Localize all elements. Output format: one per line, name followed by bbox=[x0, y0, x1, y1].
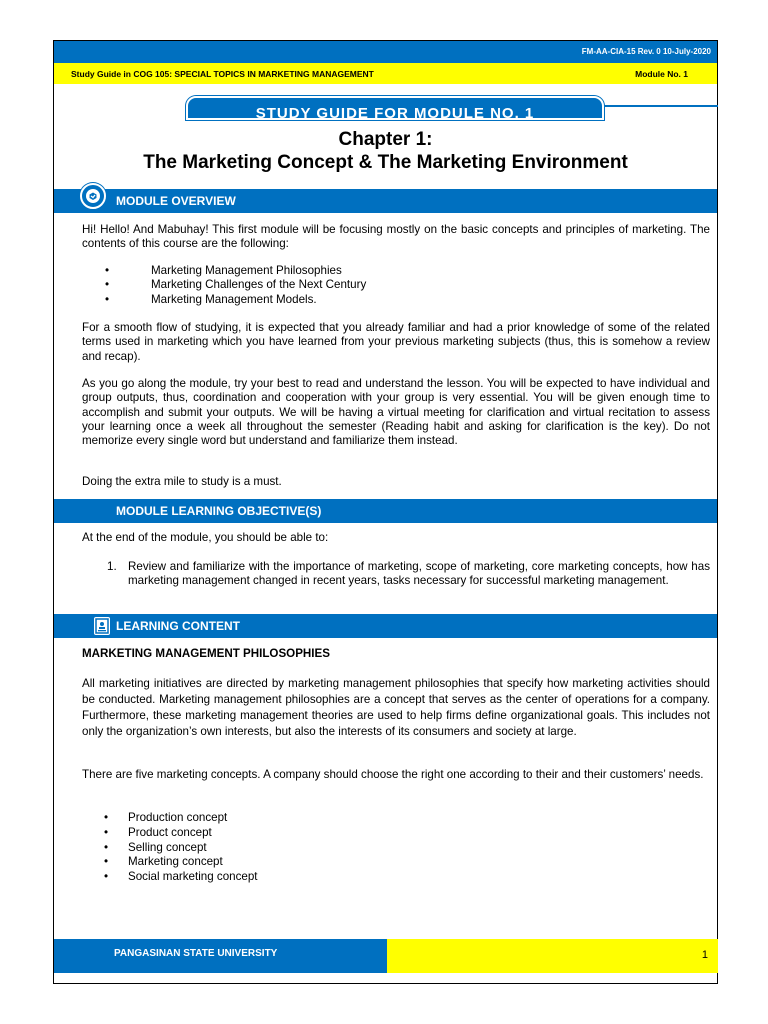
section-subheading: MARKETING MANAGEMENT PHILOSOPHIES bbox=[82, 647, 330, 660]
overview-intro: Hi! Hello! And Mabuhay! This first module will be focusing mostly on the basic concepts and principles of marketing. The contents of this course are the following: bbox=[82, 223, 710, 251]
learning-content-header bbox=[54, 614, 717, 638]
study-guide-title: Study Guide in COG 105: SPECIAL TOPICS IN MARKETING MANAGEMENT bbox=[71, 69, 374, 79]
footer-page-bar bbox=[387, 939, 718, 973]
list-item: • Selling concept bbox=[104, 840, 207, 854]
module-number: Module No. 1 bbox=[635, 69, 688, 79]
document-id: FM-AA-CIA-15 Rev. 0 10-July-2020 bbox=[581, 47, 711, 56]
concept-list bbox=[54, 811, 717, 885]
list-item: • Marketing Challenges of the Next Century bbox=[105, 278, 367, 292]
page-number: 1 bbox=[701, 949, 708, 961]
list-item: • Marketing Management Philosophies bbox=[105, 264, 342, 277]
learning-content-heading: LEARNING CONTENT bbox=[116, 619, 240, 633]
overview-list bbox=[54, 264, 717, 307]
header-bar bbox=[54, 41, 717, 63]
study-guide-bar bbox=[54, 63, 717, 84]
list-item: • Marketing concept bbox=[104, 855, 223, 869]
objective-number: 1. bbox=[107, 560, 117, 573]
learning-objectives-heading: MODULE LEARNING OBJECTIVE(S) bbox=[116, 504, 322, 518]
banner-rule bbox=[596, 105, 718, 107]
objectives-intro: At the end of the module, you should be able to: bbox=[82, 531, 329, 544]
module-banner-text: STUDY GUIDE FOR MODULE NO. 1 bbox=[255, 105, 535, 120]
list-item: • Social marketing concept bbox=[104, 870, 258, 884]
list-item: • Marketing Management Models. bbox=[105, 292, 317, 306]
list-item: • Product concept bbox=[104, 825, 212, 839]
content-paragraph-1: All marketing initiatives are directed by marketing management philosophies that specify how marketing activities should be conducted. Marketing management philosophies are a concept that serves as the center of operations for a company. Furthermore, these marketing management theories are used to help firms define organizational goals. This includes not only the organization’s own interests, but also the interests of its consumers and society at large. bbox=[82, 677, 710, 738]
magnifier-icon bbox=[80, 183, 106, 209]
module-overview-heading: MODULE OVERVIEW bbox=[116, 194, 236, 208]
university-name: PANGASINAN STATE UNIVERSITY bbox=[114, 948, 278, 959]
overview-paragraph-3: As you go along the module, try your best to read and understand the lesson. You will be expected to have individual and group outputs, thus, coordination and cooperation with your group is very essential. You will be given enough time to accomplish and submit your outputs. We will be having a virtual meeting for clarification and virtual recitation to assess your learning once a week all throughout the semester (Reading habit and asking for clarification is the key). Do not memorize every single word but understand and familiarize them instead. bbox=[82, 377, 710, 448]
module-overview-header bbox=[54, 189, 717, 213]
overview-paragraph-4: Doing the extra mile to study is a must. bbox=[82, 475, 282, 488]
list-item: • Production concept bbox=[104, 811, 228, 824]
chapter-number: Chapter 1: bbox=[338, 129, 433, 150]
document-icon bbox=[94, 617, 110, 635]
chapter-title: The Marketing Concept & The Marketing Environment bbox=[143, 152, 628, 173]
footer-university-bar bbox=[54, 939, 387, 973]
content-paragraph-2: There are five marketing concepts. A company should choose the right one according to their and their customers’ needs. bbox=[82, 768, 704, 781]
learning-objectives-header bbox=[54, 499, 717, 523]
module-banner bbox=[186, 96, 604, 120]
objective-item: Review and familiarize with the importance of marketing, scope of marketing, core marketing concepts, how has marketing management changed in recent years, tasks necessary for successful marketing management. bbox=[128, 560, 710, 588]
document-page bbox=[53, 40, 718, 984]
overview-paragraph-2: For a smooth flow of studying, it is expected that you already familiar and had a prior knowledge of some of the related terms used in marketing which you have learned from your previous marketing subjects (thus, this is somehow a review and recap). bbox=[82, 321, 710, 363]
